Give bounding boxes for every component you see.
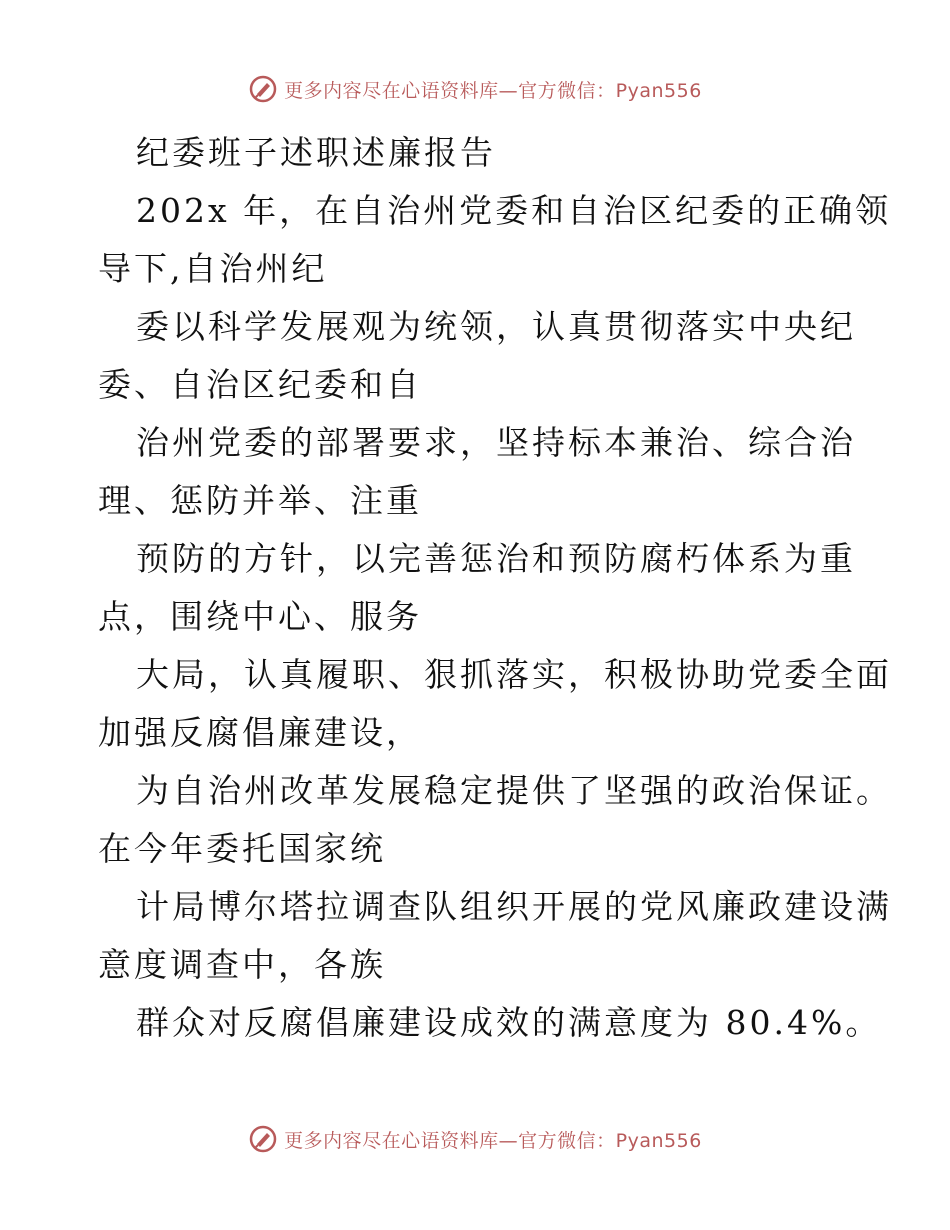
watermark-text: 更多内容尽在心语资料库—官方微信：Pyan556	[284, 1129, 702, 1152]
text-line: 理、惩防并举、注重	[98, 481, 422, 520]
text-line: 委、自治区纪委和自	[98, 365, 422, 404]
text-line: 大局，认真履职、狠抓落实，积极协助党委全面	[136, 655, 892, 694]
text-line: 为自治州改革发展稳定提供了坚强的政治保证。	[136, 771, 892, 810]
document-title: 纪委班子述职述廉报告	[136, 133, 496, 172]
watermark-text: 更多内容尽在心语资料库—官方微信：Pyan556	[284, 79, 702, 102]
document-body	[98, 124, 892, 1052]
text-line: 治州党委的部署要求，坚持标本兼治、综合治	[136, 423, 856, 462]
text-line: 预防的方针，以完善惩治和预防腐朽体系为重	[136, 539, 856, 578]
header-watermark	[0, 74, 950, 104]
pen-seal-logo-icon	[248, 74, 278, 104]
text-line: 点，围绕中心、服务	[98, 597, 422, 636]
pen-seal-logo-icon	[248, 1124, 278, 1154]
text-line: 计局博尔塔拉调查队组织开展的党风廉政建设满	[136, 887, 892, 926]
text-line: 导下,自治州纪	[98, 249, 328, 288]
footer-watermark	[0, 1124, 950, 1154]
text-line: 群众对反腐倡廉建设成效的满意度为 80.4%。	[136, 1003, 882, 1042]
text-line: 202x 年，在自治州党委和自治区纪委的正确领	[136, 191, 892, 230]
text-line: 意度调查中，各族	[98, 945, 386, 984]
text-line: 加强反腐倡廉建设，	[98, 713, 422, 752]
text-line: 在今年委托国家统	[98, 829, 386, 868]
text-line: 委以科学发展观为统领，认真贯彻落实中央纪	[136, 307, 856, 346]
